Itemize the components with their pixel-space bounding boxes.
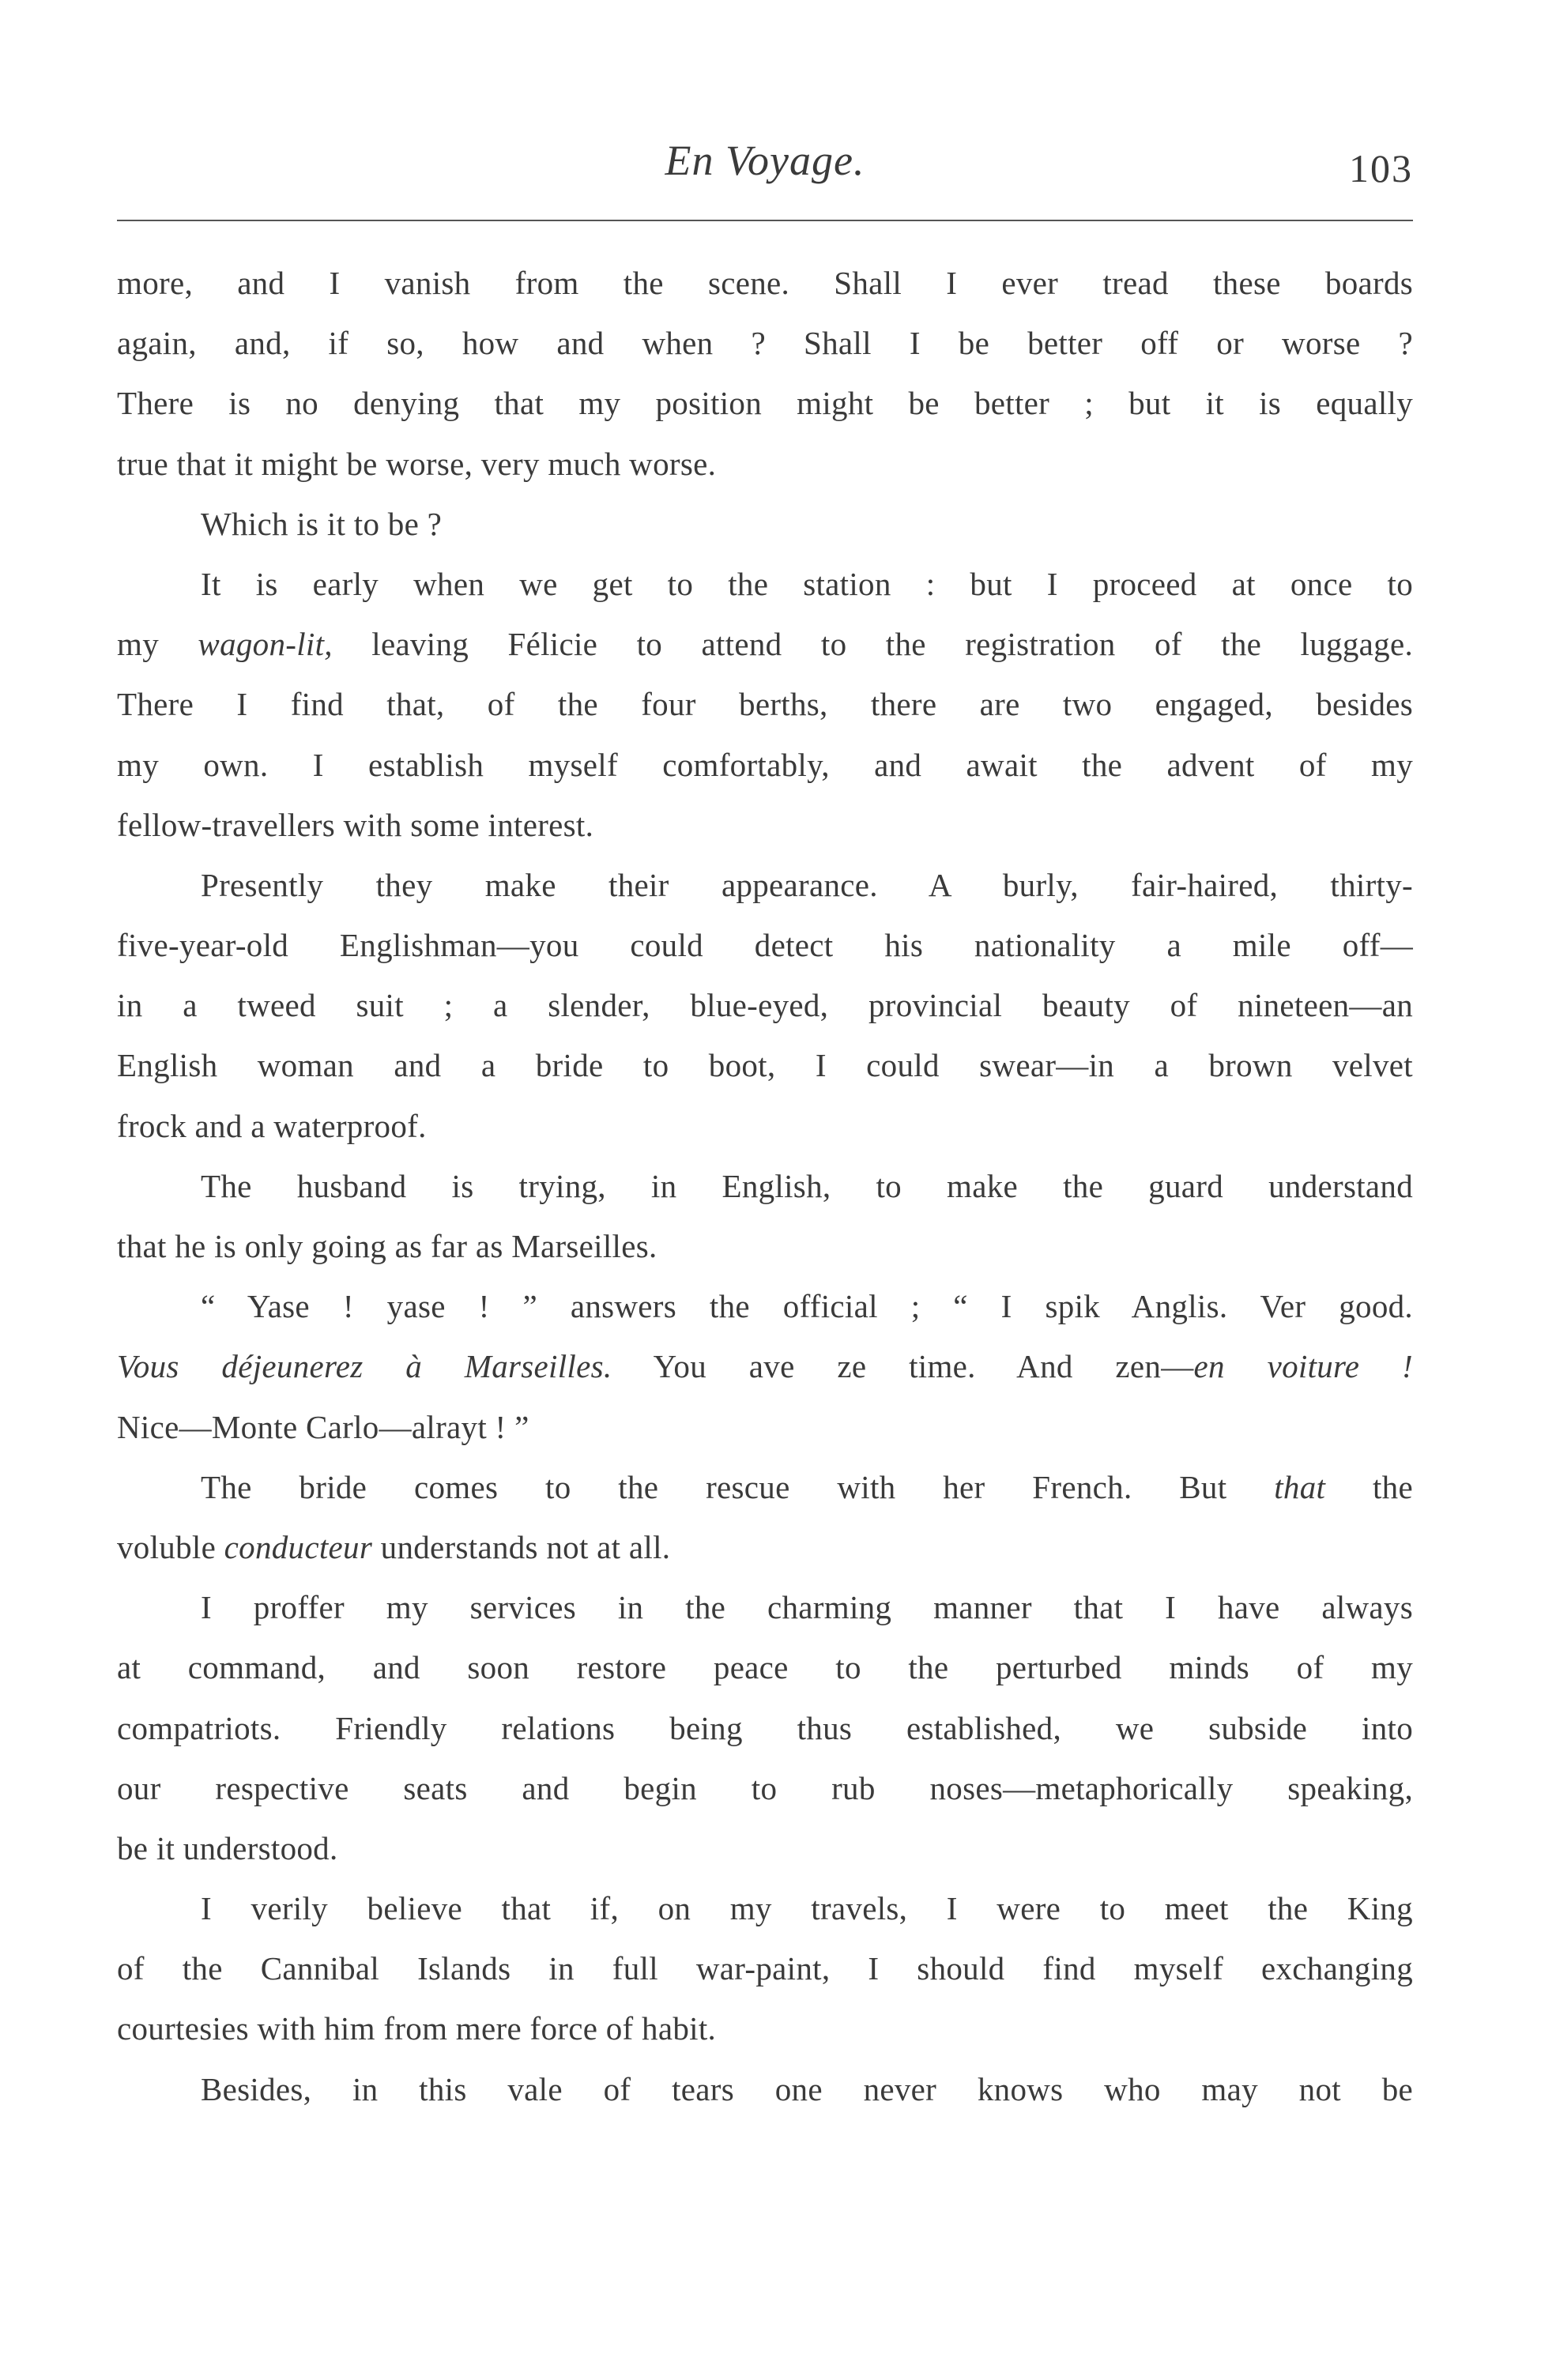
italic-segment: en voiture ! [1193, 1348, 1413, 1385]
text-line: of the Cannibal Islands in full war-paint, I should find myself exchanging [117, 1950, 1413, 1987]
text-line: more, and I vanish from the scene. Shall I ever tread these boards [117, 265, 1413, 301]
text-line: I verily believe that if, on my travels, I were to meet the King [201, 1890, 1413, 1927]
text-line: frock and a waterproof. [117, 1107, 427, 1144]
text-line: that he is only going as far as Marseilles. [117, 1228, 657, 1264]
italic-segment: wagon-lit, [198, 626, 333, 663]
text-line: “ Yase ! yase ! ” answers the official ; “ I spik Anglis. Ver good. [201, 1288, 1413, 1325]
italic-segment: that [1274, 1468, 1326, 1505]
text-line: There I find that, of the four berths, there are two engaged, besides [117, 686, 1413, 723]
text-line: There is no denying that my position might be better ; but it is equally [117, 385, 1413, 422]
text-line [117, 614, 1413, 674]
text-segment: understands not at all. [372, 1528, 671, 1565]
italic-segment: Vous déjeunerez à Marseilles. [117, 1348, 612, 1385]
text-line: The husband is trying, in English, to make the guard understand [201, 1167, 1413, 1204]
text-line: true that it might be worse, very much worse. [117, 445, 717, 482]
text-line: five-year-old Englishman—you could detect his nationality a mile off— [117, 927, 1413, 964]
text-segment: voluble [117, 1528, 224, 1565]
text-line: courtesies with him from mere force of habit. [117, 2010, 717, 2047]
text-segment: leaving Félicie to attend to the registration of the luggage. [332, 626, 1413, 663]
text-line: again, and, if so, how and when ? Shall I be better off or worse ? [117, 325, 1413, 362]
text-line: at command, and soon restore peace to the perturbed minds of my [117, 1649, 1413, 1686]
text-line [117, 1517, 1413, 1577]
text-line: our respective seats and begin to rub noses—metaphorically speaking, [117, 1769, 1413, 1806]
text-segment: You ave ze time. And zen— [612, 1348, 1194, 1385]
text-line [117, 1457, 1413, 1517]
text-line: I proffer my services in the charming manner that I have always [201, 1589, 1413, 1626]
text-line: fellow-travellers with some interest. [117, 806, 594, 843]
text-line: be it understood. [117, 1829, 338, 1866]
text-segment: my [117, 626, 198, 663]
text-line: English woman and a bride to boot, I could swear—in a brown velvet [117, 1047, 1413, 1084]
header-rule [117, 220, 1413, 221]
text-segment: the [1325, 1468, 1413, 1505]
text-line: in a tweed suit ; a slender, blue-eyed, provincial beauty of nineteen—an [117, 987, 1413, 1024]
italic-segment: conducteur [224, 1528, 373, 1565]
text-line: my own. I establish myself comfortably, and await the advent of my [117, 746, 1413, 783]
text-segment: The bride comes to the rescue with her French. But [201, 1468, 1275, 1505]
text-line: Besides, in this vale of tears one never knows who may not be [201, 2070, 1413, 2107]
text-line: Nice—Monte Carlo—alrayt ! ” [117, 1408, 529, 1445]
running-title: En Voyage. [665, 137, 865, 184]
body-text [117, 253, 1413, 2119]
page-number: 103 [1349, 146, 1413, 190]
text-line: It is early when we get to the station : but I proceed at once to [201, 565, 1413, 602]
page-header [117, 119, 1413, 198]
text-line: Presently they make their appearance. A burly, fair-haired, thirty- [201, 866, 1413, 903]
text-line [117, 1336, 1413, 1396]
text-line: Which is it to be ? [201, 505, 443, 542]
text-line: compatriots. Friendly relations being thus established, we subside into [117, 1709, 1413, 1746]
